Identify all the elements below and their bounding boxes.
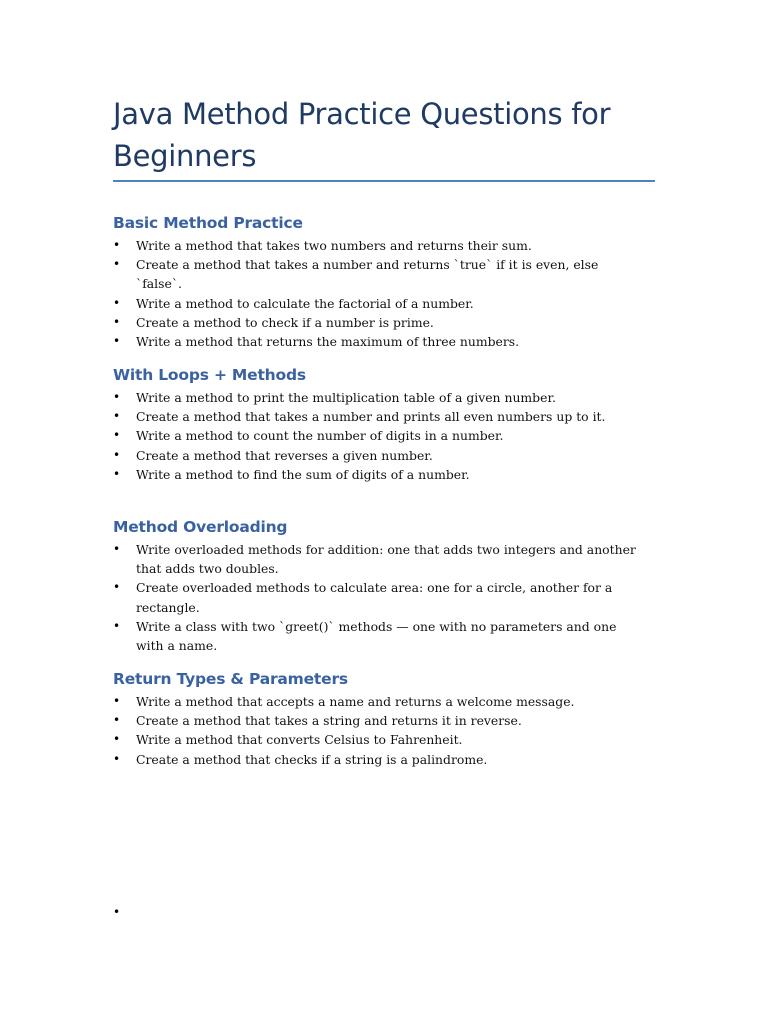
bullet-icon: • xyxy=(113,334,121,349)
bullet-icon: • xyxy=(113,390,121,404)
bullet-icon: • xyxy=(113,466,121,481)
bullet-list xyxy=(113,388,673,484)
title-underline xyxy=(113,180,655,182)
list-item: • Write a method that returns the maximum of three numbers. xyxy=(113,332,636,351)
list-item: • Write a method to calculate the factorial of a number. xyxy=(113,294,636,313)
section-heading: With Loops + Methods xyxy=(113,366,306,384)
list-item: • Create a method that takes a string and returns it in reverse. xyxy=(113,711,636,730)
list-item: • Write overloaded methods for addition: one that adds two integers and another that adds two doubles. xyxy=(113,542,636,577)
bullet-icon: • xyxy=(113,447,121,462)
bullet-list xyxy=(113,236,673,351)
bullet-icon: • xyxy=(113,314,121,329)
bullet-icon: • xyxy=(113,751,121,766)
list-item: • Write a method that takes two numbers and returns their sum. xyxy=(113,236,636,255)
section-return-types-parameters xyxy=(113,669,673,769)
section-heading: Method Overloading xyxy=(113,518,288,536)
list-item: • Create a method that checks if a string is a palindrome. xyxy=(113,750,636,769)
section-heading: Basic Method Practice xyxy=(113,214,303,232)
list-item: • Write a class with two `greet()` methods — one with no parameters and one with a name. xyxy=(113,618,617,654)
bullet-icon: • xyxy=(113,238,121,252)
bullet-list xyxy=(113,692,673,769)
list-item: • Create a method that takes a number and prints all even numbers up to it. xyxy=(113,407,636,426)
section-basic-method-practice xyxy=(113,213,673,351)
list-item: • Create overloaded methods to calculate area: one for a circle, another for a rectangle. xyxy=(113,580,613,615)
list-item: • Write a method to count the number of digits in a number. xyxy=(113,426,636,445)
empty-bullet-icon: • xyxy=(113,905,121,919)
list-item: • Create a method that takes a number and returns `true` if it is even, else `false`. xyxy=(113,257,599,292)
section-with-loops-methods xyxy=(113,365,673,484)
page-title: Java Method Practice Questions for Beginners xyxy=(113,97,611,173)
bullet-icon: • xyxy=(113,295,121,310)
bullet-icon: • xyxy=(113,580,121,595)
list-item: • Create a method that reverses a given number. xyxy=(113,446,636,465)
list-item: • Create a method to check if a number is prime. xyxy=(113,313,636,332)
list-item: • Write a method that converts Celsius to Fahrenheit. xyxy=(113,730,636,749)
list-item: • Write a method that accepts a name and returns a welcome message. xyxy=(113,692,636,711)
bullet-list xyxy=(113,540,673,655)
bullet-icon: • xyxy=(113,409,121,424)
section-heading: Return Types & Parameters xyxy=(113,670,348,688)
bullet-icon: • xyxy=(113,713,121,728)
list-item: • Write a method to print the multiplication table of a given number. xyxy=(113,388,636,407)
list-item: • Write a method to find the sum of digits of a number. xyxy=(113,465,636,484)
bullet-icon: • xyxy=(113,732,121,747)
bullet-icon: • xyxy=(113,257,121,272)
bullet-icon: • xyxy=(113,542,121,556)
section-method-overloading xyxy=(113,517,673,655)
bullet-icon: • xyxy=(113,428,121,443)
bullet-icon: • xyxy=(113,618,121,633)
bullet-icon: • xyxy=(113,694,121,708)
